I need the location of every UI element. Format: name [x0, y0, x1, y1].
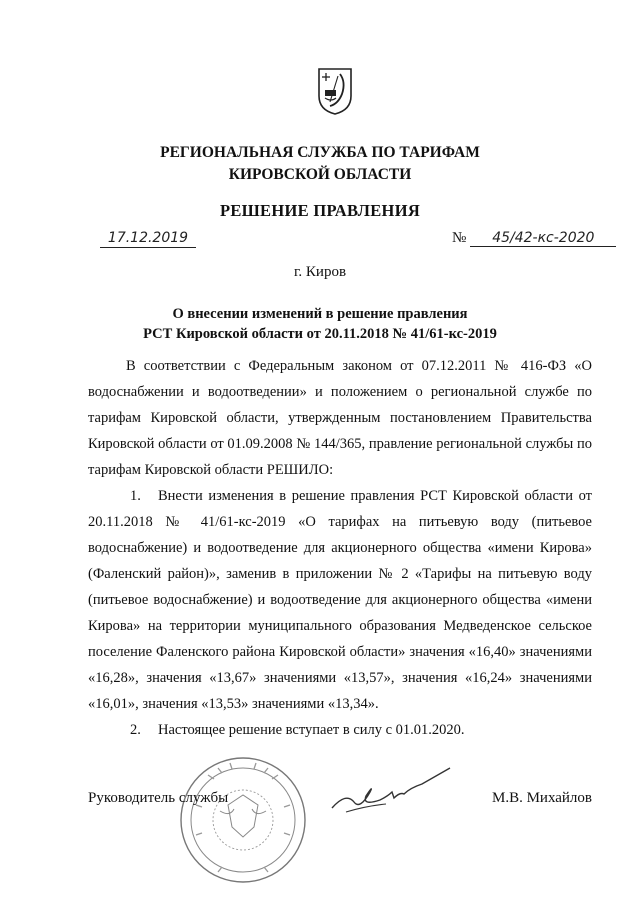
preamble-paragraph	[88, 353, 592, 483]
item-number: 1.	[130, 488, 141, 504]
handwritten-signature-icon	[326, 762, 456, 822]
document-number-value: 45/42-кс-2020	[470, 230, 616, 247]
document-date: 17.12.2019	[100, 230, 196, 248]
subject-line2: РСТ Кировской области от 20.11.2018 № 41/61-кс-2019	[143, 326, 497, 342]
item-number: 2.	[130, 722, 141, 738]
decision-item-1	[88, 483, 592, 717]
kirov-coat-of-arms-icon	[316, 66, 354, 116]
preamble-text: В соответствии с Федеральным законом от 07.12.2011 № 416-ФЗ «О водоснабжении и водоотведении» и положением о региональной службе по тарифам Кировской области, утвержденным постановлением Правительства Кировской области от 01.09.2008 № 144/365, правление региональной службы по тарифам Кировской области РЕШИЛО:	[88, 358, 592, 478]
signatory-name: М.В. Михайлов	[491, 790, 592, 806]
item-text: Внести изменения в решение правления РСТ Кировской области от 20.11.2018 № 41/61-кс-2019 «О тарифах на питьевую воду (питьевое водоснабжение) и водоотведение для акционерного общества «имени Кирова» (Фаленский район)», заменив в приложении № 2 «Тарифы на питьевую воду (питьевое водоснабжение) и водоотведение для акционерного общества «имени Кирова» на территории муниципального образования Медведенское сельское поселение Фаленского района Кировской области» значения «16,40» значениями «16,28», значения «13,67» значениями «13,57», значения «16,24» значениями «16,01», значения «13,53» значениями «13,34».	[88, 488, 592, 712]
document-title: РЕШЕНИЕ ПРАВЛЕНИЯ	[219, 201, 421, 220]
official-seal-icon	[178, 755, 308, 885]
city: г. Киров	[293, 264, 347, 280]
signatory-position: Руководитель службы	[88, 790, 229, 806]
item-text: Настоящее решение вступает в силу с 01.01.2020.	[158, 722, 465, 738]
decision-item-2	[88, 717, 592, 743]
document-number	[452, 230, 616, 247]
organization-name-line2: КИРОВСКОЙ ОБЛАСТИ	[228, 166, 412, 183]
subject-line1: О внесении изменений в решение правления	[172, 306, 468, 322]
organization-name-line1: РЕГИОНАЛЬНАЯ СЛУЖБА ПО ТАРИФАМ	[160, 144, 480, 161]
number-sign: №	[452, 230, 467, 246]
